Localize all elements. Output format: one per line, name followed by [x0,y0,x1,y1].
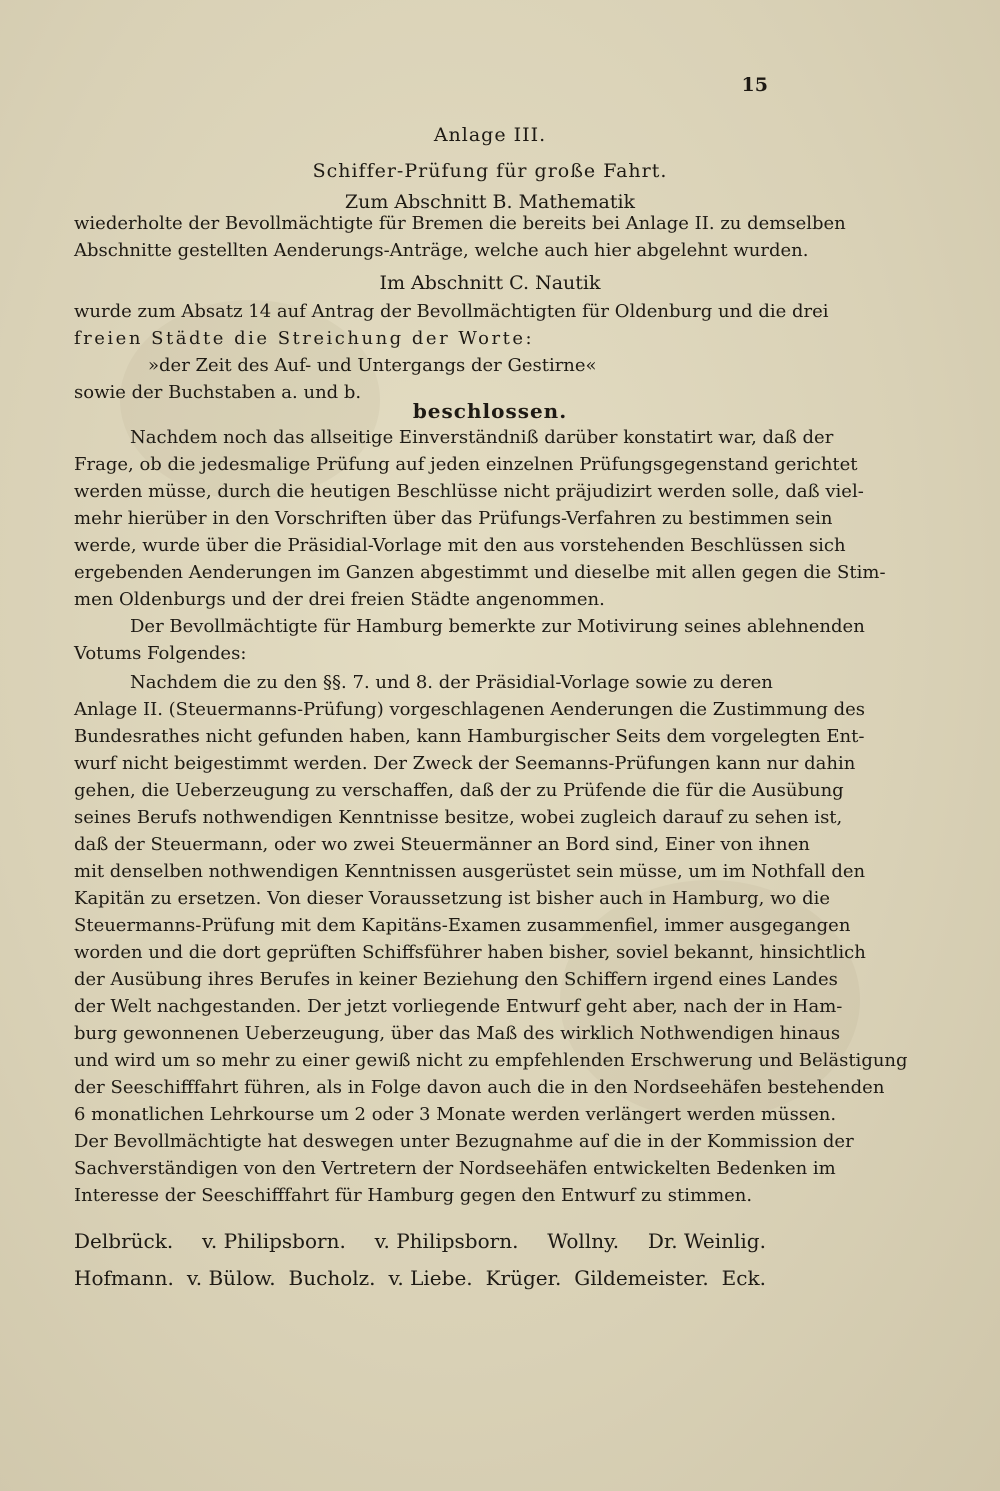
text-line: und wird um so mehr zu einer gewiß nicht zu empfehlenden Erschwerung und Belästigung [74,1050,908,1071]
text-line: wiederholte der Bevollmächtigte für Bremen die bereits bei Anlage II. zu demselben [74,213,846,234]
text-line: Abschnitte gestellten Aenderungs-Anträge, welche auch hier abgelehnt wurden. [74,240,809,261]
text-line: Sachverständigen von den Vertretern der Nordseehäfen entwickelten Bedenken im [74,1158,836,1179]
text-line: Interesse der Seeschifffahrt für Hamburg gegen den Entwurf zu stimmen. [74,1185,753,1206]
signature-row-2 [74,1262,766,1294]
text-line: Nachdem noch das allseitige Einverständniß darüber konstatirt war, daß der [130,427,834,448]
text-line: Steuermanns-Prüfung mit dem Kapitäns-Examen zusammenfiel, immer ausgegangen [74,915,851,936]
text-line: werde, wurde über die Präsidial-Vorlage mit den aus vorstehenden Beschlüssen sich [74,535,846,556]
text-line: mehr hierüber in den Vorschriften über das Prüfungs-Verfahren zu bestimmen sein [74,508,833,529]
text-line: gehen, die Ueberzeugung zu verschaffen, daß der zu Prüfende die für die Ausübung [74,780,844,801]
signature: Bucholz. [288,1266,376,1290]
text-line: der Seeschifffahrt führen, als in Folge davon auch die in den Nordseehäfen bestehenden [74,1077,885,1098]
text-line: mit denselben nothwendigen Kenntnissen ausgerüstet sein müsse, um im Nothfall den [74,861,866,882]
signature: Dr. Weinlig. [647,1229,766,1253]
resolution-heading: beschlossen. [412,399,568,423]
signature: Krüger. [485,1266,562,1290]
signature: Gildemeister. [574,1266,709,1290]
signature: v. Philipsborn. [201,1229,346,1253]
text-line: worden und die dort geprüften Schiffsführer haben bisher, soviel bekannt, hinsichtlich [74,942,866,963]
text-line: daß der Steuermann, oder wo zwei Steuermänner an Bord sind, Einer von ihnen [74,834,810,855]
text-line: seines Berufs nothwendigen Kenntnisse besitze, wobei zugleich darauf zu sehen ist, [74,807,843,828]
page-number: 15 [741,74,768,96]
text-line: burg gewonnenen Ueberzeugung, über das Maß des wirklich Nothwendigen hinaus [74,1023,841,1044]
text-line: freien Städte die Streichung der Worte: [74,328,535,349]
signature: v. Bülow. [186,1266,276,1290]
text-line: 6 monatlichen Lehrkourse um 2 oder 3 Monate werden verlängert werden müssen. [74,1104,837,1125]
signature: Hofmann. [74,1266,174,1290]
text-line: ergebenden Aenderungen im Ganzen abgestimmt und dieselbe mit allen gegen die Stim- [74,562,886,583]
text-line: Der Bevollmächtigte hat deswegen unter Bezugnahme auf die in der Kommission der [74,1131,854,1152]
exam-title: Schiffer-Prüfung für große Fahrt. [312,160,668,182]
text-line: der Welt nachgestanden. Der jetzt vorliegende Entwurf geht aber, nach der in Ham- [74,996,843,1017]
text-line: Frage, ob die jedesmalige Prüfung auf jeden einzelnen Prüfungsgegenstand gerichtet [74,454,858,475]
signature: Eck. [721,1266,766,1290]
text-line: Anlage II. (Steuermanns-Prüfung) vorgeschlagenen Aenderungen die Zustimmung des [74,699,866,720]
text-line: Votums Folgendes: [74,643,247,664]
text-line: Bundesrathes nicht gefunden haben, kann Hamburgischer Seits dem vorgelegten Ent- [74,726,865,747]
text-line: werden müsse, durch die heutigen Beschlüsse nicht präjudizirt werden solle, daß viel- [74,481,864,502]
quoted-words: »der Zeit des Auf- und Untergangs der Gestirne« [148,355,597,376]
text-line: Der Bevollmächtigte für Hamburg bemerkte zur Motivirung seines ablehnenden [130,616,865,637]
text-line: der Ausübung ihres Berufes in keiner Beziehung den Schiffern irgend eines Landes [74,969,838,990]
annex-heading: Anlage III. [433,124,547,146]
signature-row-1 [74,1225,766,1257]
text-line: sowie der Buchstaben a. und b. [74,382,362,403]
text-line: wurde zum Absatz 14 auf Antrag der Bevollmächtigten für Oldenburg und die drei [74,301,829,322]
signature: v. Liebe. [388,1266,473,1290]
signature: Wollny. [547,1229,620,1253]
text-line: Kapitän zu ersetzen. Von dieser Voraussetzung ist bisher auch in Hamburg, wo die [74,888,831,909]
text-line: men Oldenburgs und der drei freien Städte angenommen. [74,589,605,610]
section-b-heading: Zum Abschnitt B. Mathematik [344,191,636,213]
text-line: Nachdem die zu den §§. 7. und 8. der Präsidial-Vorlage sowie zu deren [130,672,773,693]
text-line: wurf nicht beigestimmt werden. Der Zweck der Seemanns-Prüfungen kann nur dahin [74,753,856,774]
signature: v. Philipsborn. [374,1229,519,1253]
signature: Delbrück. [74,1229,174,1253]
section-c-heading: Im Abschnitt C. Nautik [379,272,601,294]
